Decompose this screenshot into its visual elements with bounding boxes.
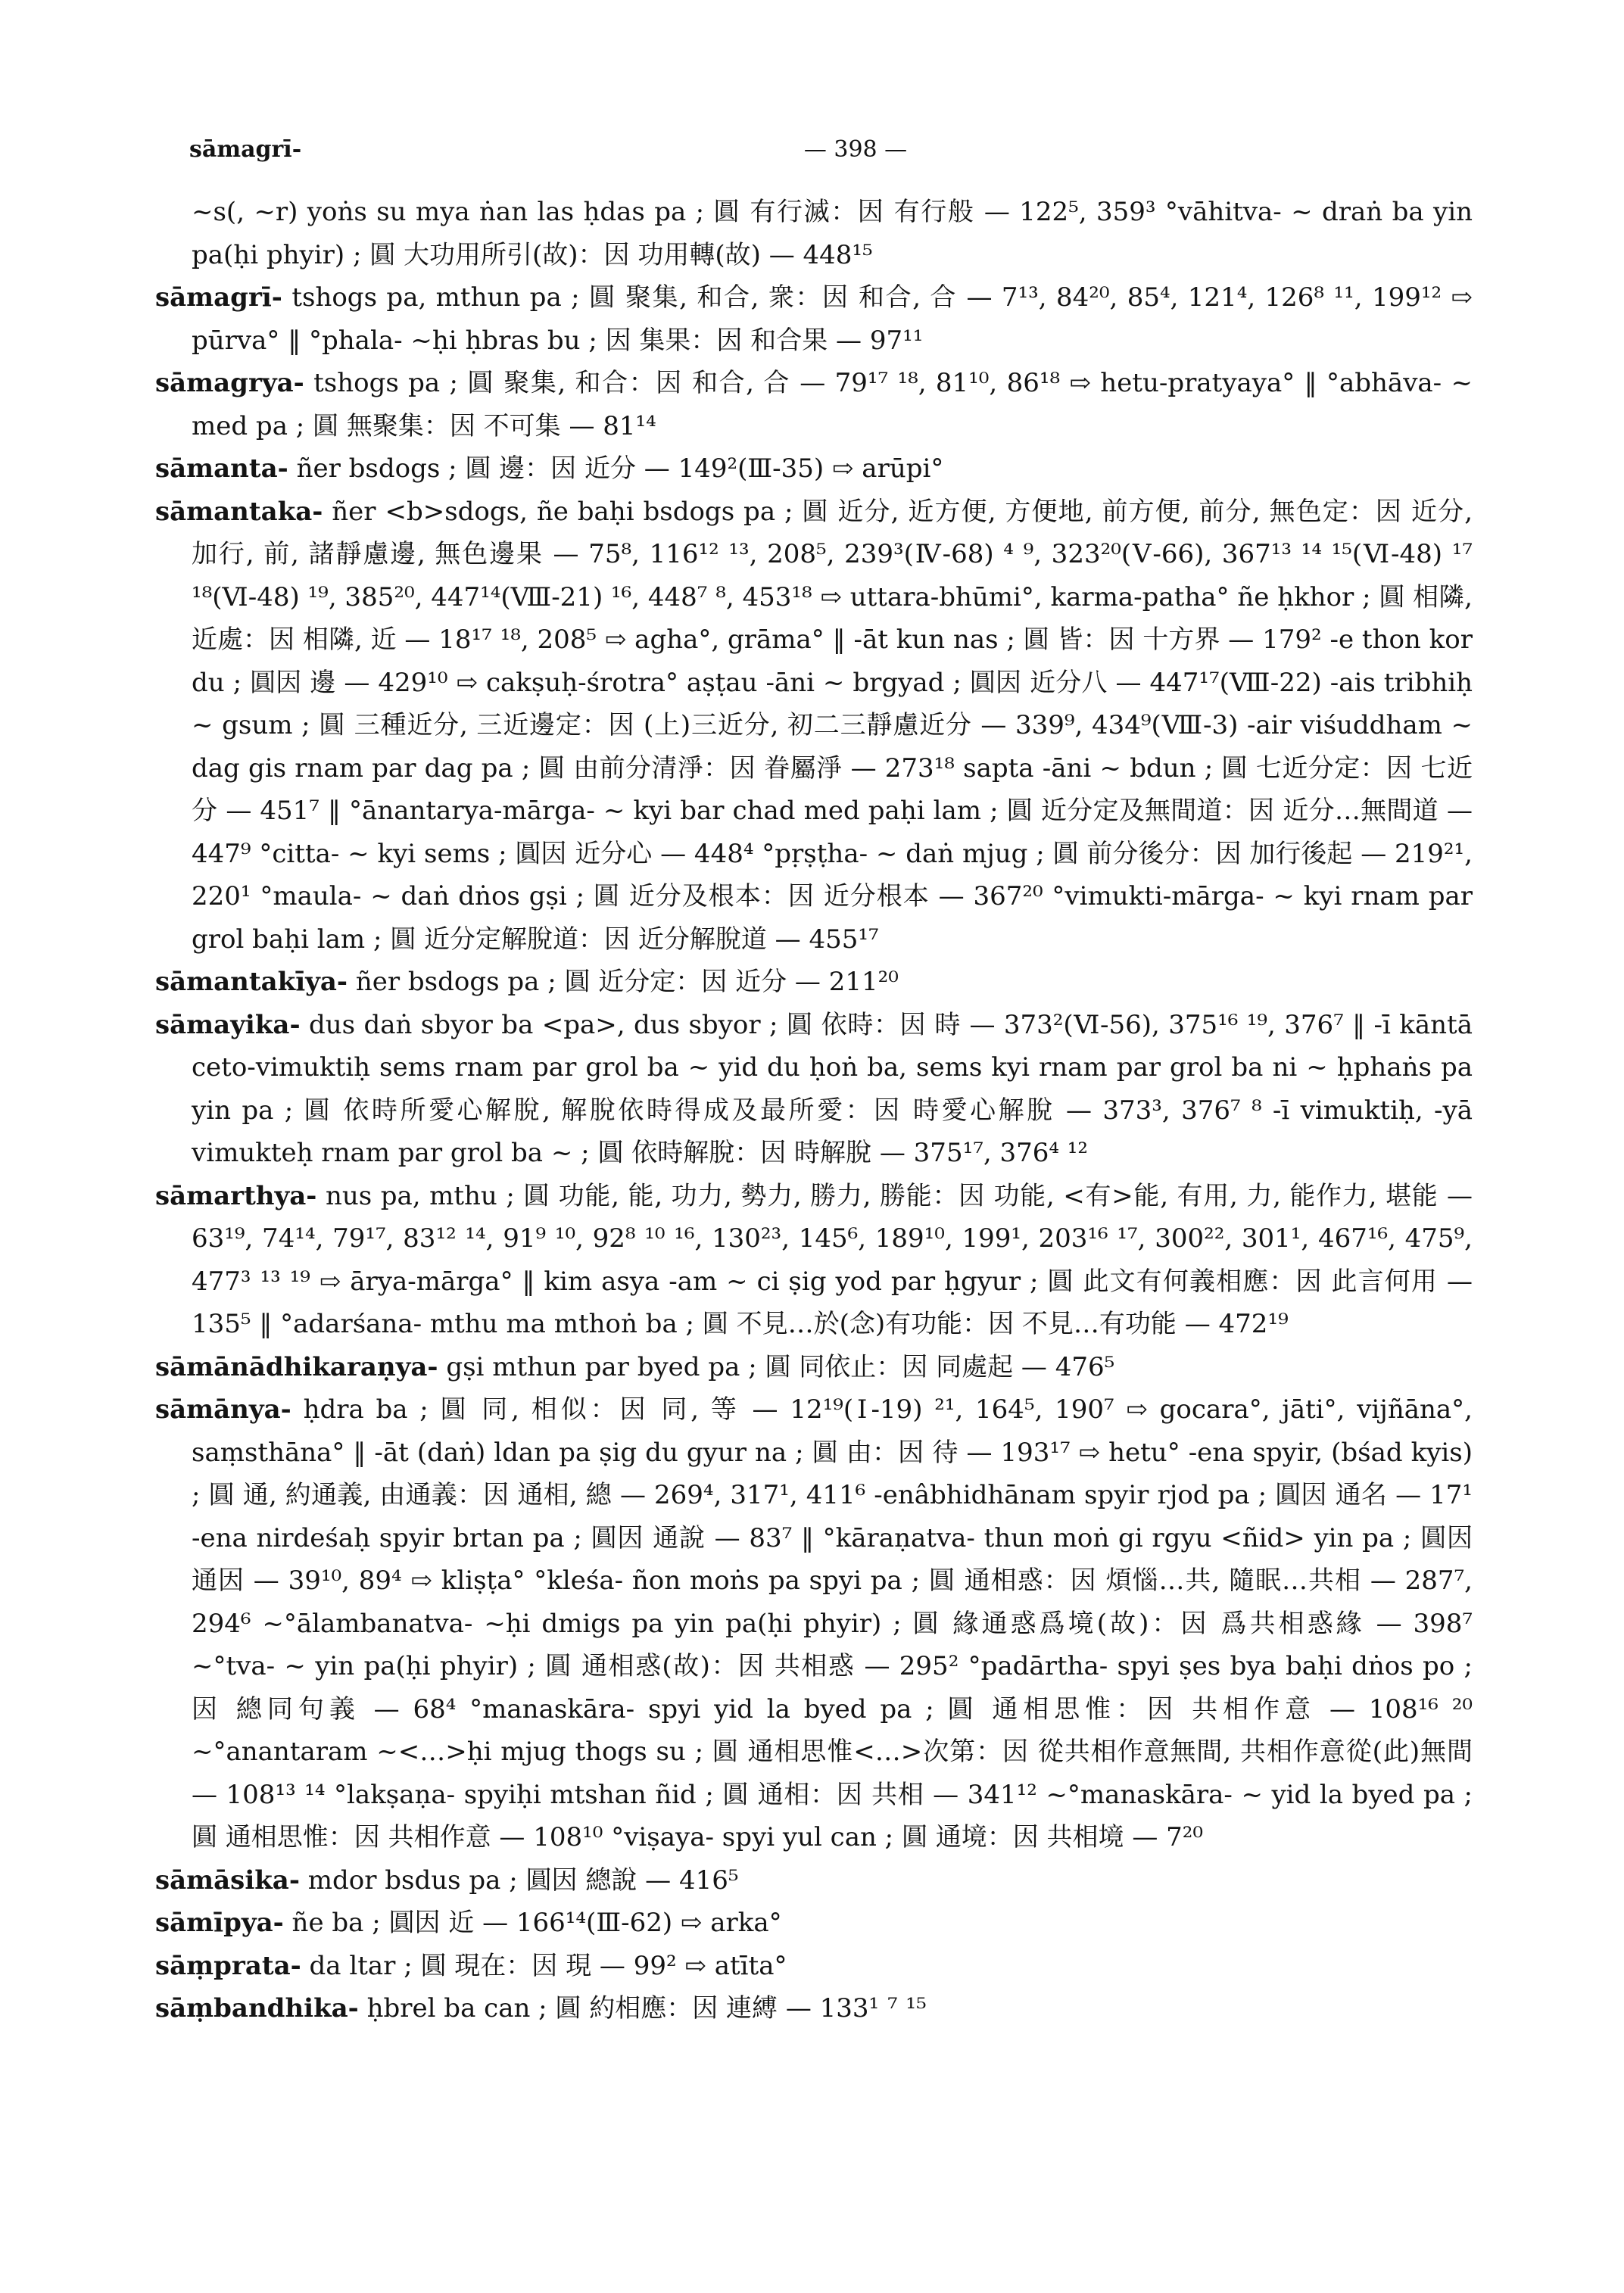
entry-text: mdor bsdus pa ; 圓因 總說 — 416⁵ <box>307 1865 739 1896</box>
entry-text: tshogs pa ; 圓 聚集, 和合：因 和合, 合 — 79¹⁷ ¹⁸, 81¹⁰, 86¹⁸ ⇨ hetu-pratyaya° ‖ °abhāva- ~ med pa ; 圓 無聚集：因 不可集 — 81¹⁴ <box>192 368 1473 441</box>
page-number: — 398 — <box>803 136 908 163</box>
entry-samayika <box>155 1004 1473 1175</box>
entry-samanta <box>155 447 1473 491</box>
entry-text: ñer bsdogs pa ; 圓 近分定：因 近分 — 211²⁰ <box>355 967 899 997</box>
entry-samarthya <box>155 1175 1473 1346</box>
entry-headword: sāmantakīya- <box>155 967 348 997</box>
entry-text: da ltar ; 圓 現在：因 現 — 99² ⇨ atīta° <box>309 1950 787 1981</box>
entry-text: nus pa, mthu ; 圓 功能, 能, 功力, 勢力, 勝力, 勝能：因 功能, <有>能, 有用, 力, 能作力, 堪能 — 63¹⁹, 74¹⁴, 79¹⁷, 83¹² ¹⁴, 91⁹ ¹⁰, 92⁸ ¹⁰ ¹⁶, 130²³, 145⁶, 189¹⁰, 199¹, 203¹⁶ ¹⁷, 300²², 301¹, 467¹⁶, 475⁹, 477³ ¹³ ¹⁹ ⇨ ārya-mārga° ‖ kim asya -am ~ ci ṣig yod par ḥgyur ; 圓 此文有何義相應：因 此言何用 — 135⁵ ‖ °adarśana- mthu ma mthoṅ ba ; 圓 不見…於(念)有功能：因 不見…有功能 — 472¹⁹ <box>192 1180 1473 1339</box>
entry-headword: sāmantaka- <box>155 496 323 527</box>
running-head <box>189 136 1461 174</box>
entry-headword: sāmagrī- <box>155 282 282 313</box>
entry-headword: sāmānya- <box>155 1394 291 1425</box>
entry-headword: sāmagrya- <box>155 368 304 398</box>
entry-headword: sāṃprata- <box>155 1950 301 1981</box>
entry-headword: sāṃbandhika- <box>155 1993 359 2024</box>
entry-headword: sāmarthya- <box>155 1180 317 1211</box>
entry-sambandhika <box>155 1987 1473 2030</box>
entry-text: tshogs pa, mthun pa ; 圓 聚集, 和合, 衆：因 和合, 合 — 7¹³, 84²⁰, 85⁴, 121⁴, 126⁸ ¹¹, 199¹² ⇨ pūrva° ‖ °phala- ~ḥi ḥbras bu ; 因 集果：因 和合果 — 97¹¹ <box>192 282 1473 356</box>
entry-samanadhikaranya <box>155 1346 1473 1389</box>
entry-samprata <box>155 1945 1473 1988</box>
entry-text: ñe ba ; 圓因 近 — 166¹⁴(Ⅲ-62) ⇨ arka° <box>291 1908 782 1938</box>
entry-samanya <box>155 1388 1473 1859</box>
entry-samagri <box>155 276 1473 362</box>
entries-body <box>155 191 1473 2030</box>
entry-text: ḥbrel ba can ; 圓 約相應：因 連縛 — 133¹ ⁷ ¹⁵ <box>366 1993 927 2024</box>
entry-text: ñer <b>sdogs, ñe baḥi bsdogs pa ; 圓 近分, 近方便, 方便地, 前方便, 前分, 無色定：因 近分, 加行, 前, 諸靜慮邊, 無色邊果 — 75⁸, 116¹² ¹³, 208⁵, 239³(Ⅳ-68) ⁴ ⁹, 323²⁰(Ⅴ-66), 367¹³ ¹⁴ ¹⁵(Ⅵ-48) ¹⁷ ¹⁸(Ⅵ-48) ¹⁹, 385²⁰, 447¹⁴(Ⅷ-21) ¹⁶, 448⁷ ⁸, 453¹⁸ ⇨ uttara-bhūmi°, karma-patha° ñe ḥkhor ; 圓 相隣, 近處：因 相隣, 近 — 18¹⁷ ¹⁸, 208⁵ ⇨ agha°, grāma° ‖ -āt kun nas ; 圓 皆：因 十方界 — 179² -e thon kor du ; 圓因 邊 — 429¹⁰ ⇨ cakṣuḥ-śrotra° aṣṭau -āni ~ brgyad ; 圓因 近分八 — 447¹⁷(Ⅷ-22) -ais tribhiḥ ~ gsum ; 圓 三種近分, 三近邊定：因 (上)三近分, 初二三靜慮近分 — 339⁹, 434⁹(Ⅷ-3) -air viśuddham ~ dag gis rnam par dag pa ; 圓 由前分清淨：因 眷屬淨 — 273¹⁸ sapta -āni ~ bdun ; 圓 七近分定：因 七近分 — 451⁷ ‖ °ānantarya-mārga- ~ kyi bar chad med paḥi lam ; 圓 近分定及無間道：因 近分…無間道 — 447⁹ °citta- ~ kyi sems ; 圓因 近分心 — 448⁴ °pṛṣṭha- ~ daṅ mjug ; 圓 前分後分：因 加行後起 — 219²¹, 220¹ °maula- ~ daṅ dṅos gṣi ; 圓 近分及根本：因 近分根本 — 367²⁰ °vimukti-mārga- ~ kyi rnam par grol baḥi lam ; 圓 近分定解脫道：因 近分解脫道 — 455¹⁷ <box>192 496 1473 955</box>
entry-samagrya <box>155 362 1473 447</box>
entry-headword: sāmāsika- <box>155 1865 300 1896</box>
entry-text: ḥdra ba ; 圓 同, 相似：因 同, 等 — 12¹⁹(Ⅰ-19) ²¹, 164⁵, 190⁷ ⇨ gocara°, jāti°, vijñāna°, saṃsthāna° ‖ -āt (daṅ) ldan pa ṣig du gyur na ; 圓 由：因 待 — 193¹⁷ ⇨ hetu° -ena spyir, (bśad kyis) ; 圓 通, 約通義, 由通義：因 通相, 總 — 269⁴, 317¹, 411⁶ -enâbhidhānam spyir rjod pa ; 圓因 通名 — 17¹ -ena nirdeśaḥ spyir brtan pa ; 圓因 通說 — 83⁷ ‖ °kāraṇatva- thun moṅ gi rgyu <ñid> yin pa ; 圓因 通因 — 39¹⁰, 89⁴ ⇨ kliṣṭa° °kleśa- ñon moṅs pa spyi pa ; 圓 通相惑：因 煩惱…共, 隨眠…共相 — 287⁷, 294⁶ ~°ālambanatva- ~ḥi dmigs pa yin pa(ḥi phyir) ; 圓 緣通惑爲境(故)：因 爲共相惑緣 — 398⁷ ~°tva- ~ yin pa(ḥi phyir) ; 圓 通相惑(故)：因 共相惑 — 295² °padārtha- spyi ṣes bya baḥi dṅos po ; 因 總同句義 — 68⁴ °manaskāra- spyi yid la byed pa ; 圓 通相思惟：因 共相作意 — 108¹⁶ ²⁰ ~°anantaram ~<…>ḥi mjug thogs su ; 圓 通相思惟<…>次第：因 從共相作意無間, 共相作意從(此)無間 — 108¹³ ¹⁴ °lakṣaṇa- spyiḥi mtshan ñid ; 圓 通相：因 共相 — 341¹² ~°manaskāra- ~ yid la byed pa ; 圓 通相思惟：因 共相作意 — 108¹⁰ °viṣaya- spyi yul can ; 圓 通境：因 共相境 — 7²⁰ <box>192 1394 1473 1852</box>
entry-samantaka <box>155 491 1473 961</box>
entry-headword: sāmanta- <box>155 453 288 484</box>
entry-text: ñer bsdogs ; 圓 邊：因 近分 — 149²(Ⅲ-35) ⇨ arūpi° <box>296 453 944 484</box>
entry-headword: sāmānādhikaraṇya- <box>155 1351 438 1382</box>
entry-text: dus daṅ sbyor ba <pa>, dus sbyor ; 圓 依時：因 時 — 373²(Ⅵ-56), 375¹⁶ ¹⁹, 376⁷ ‖ -ī kāntā ceto-vimuktiḥ sems rnam par grol ba ~ yid du ḥoṅ ba, sems kyi rnam par grol ba ni ~ ḥphaṅs pa yin pa ; 圓 依時所愛心解脫, 解脫依時得成及最所愛：因 時愛心解脫 — 373³, 376⁷ ⁸ -ī vimuktiḥ, -yā vimukteḥ rnam par grol ba ~ ; 圓 依時解脫：因 時解脫 — 375¹⁷, 376⁴ ¹² <box>192 1009 1473 1168</box>
running-head-word: sāmagrī- <box>189 136 302 163</box>
entry-headword: sāmīpya- <box>155 1908 284 1938</box>
entry-continuation <box>155 191 1473 276</box>
entry-headword: sāmayika- <box>155 1009 301 1040</box>
entry-samipya <box>155 1902 1473 1945</box>
entry-samasika <box>155 1859 1473 1902</box>
entry-text: gṣi mthun par byed pa ; 圓 同依止：因 同處起 — 476⁵ <box>446 1351 1115 1382</box>
entry-samantakiya <box>155 961 1473 1004</box>
entry-text: ~s(, ~r) yoṅs su mya ṅan las ḥdas pa ; 圓 有行滅：因 有行般 — 122⁵, 359³ °vāhitva- ~ draṅ ba yin pa(ḥi phyir) ; 圓 大功用所引(故)：因 功用轉(故) — 448¹⁵ <box>192 197 1473 270</box>
